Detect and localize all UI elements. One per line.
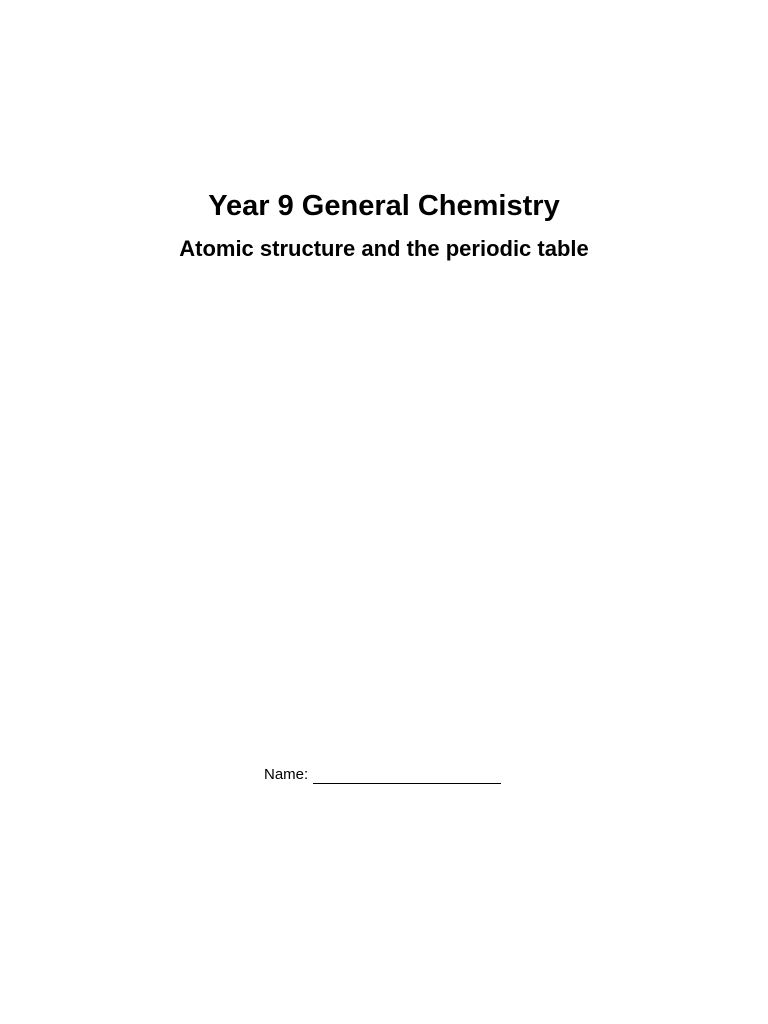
name-field bbox=[264, 766, 501, 784]
name-label: Name: bbox=[264, 766, 309, 783]
document-subtitle: Atomic structure and the periodic table bbox=[179, 236, 589, 261]
document-title: Year 9 General Chemistry bbox=[208, 190, 560, 222]
name-blank-line bbox=[313, 768, 501, 784]
